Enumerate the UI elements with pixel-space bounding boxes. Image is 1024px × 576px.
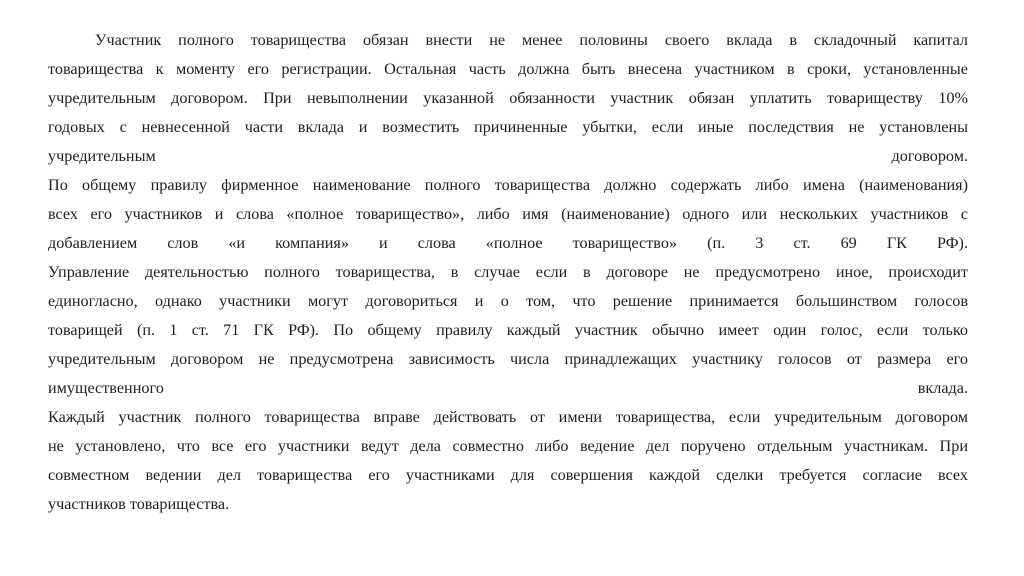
text-line-4: годовых с невнесенной части вклада и возместить причиненные убытки, если иные последствия не установлены	[48, 118, 968, 136]
text-line-1: Участник полного товарищества обязан внести не менее половины своего вклада в складочный капитал	[95, 31, 968, 49]
text-line-11: товарищей (п. 1 ст. 71 ГК РФ). По общему правилу каждый участник обычно имеет один голос, если только	[48, 321, 968, 339]
text-line-12: учредительным договором не предусмотрена зависимость числа принадлежащих участнику голосов от размера его	[48, 350, 968, 368]
text-line-3: учредительным договором. При невыполнении указанной обязанности участник обязан уплатить товариществу 10%	[48, 89, 968, 107]
text-line-8: добавлением слов «и компания» и слова «полное товарищество» (п. 3 ст. 69 ГК РФ).	[48, 234, 968, 252]
text-line-9: Управление деятельностью полного товарищества, в случае если в договоре не предусмотрено иное, происходит	[48, 263, 968, 281]
text-line-13: имущественного вклада.	[48, 379, 968, 397]
document-page	[48, 28, 968, 558]
text-line-15: не установлено, что все его участники ведут дела совместно либо ведение дел поручено отдельным участникам. При	[48, 437, 968, 455]
text-line-14: Каждый участник полного товарищества вправе действовать от имени товарищества, если учредительным договором	[48, 408, 968, 426]
text-line-6: По общему правилу фирменное наименование полного товарищества должно содержать либо имена (наименования)	[48, 176, 968, 194]
text-line-10: единогласно, однако участники могут договориться и о том, что решение принимается большинством голосов	[48, 292, 968, 310]
text-line-2: товарищества к моменту его регистрации. Остальная часть должна быть внесена участником в сроки, установленные	[48, 60, 968, 78]
text-line-17: участников товарищества.	[48, 495, 230, 513]
text-line-5: учредительным договором.	[48, 147, 968, 165]
text-line-7: всех его участников и слова «полное товарищество», либо имя (наименование) одного или нескольких участников с	[48, 205, 968, 223]
text-line-16: совместном ведении дел товарищества его участниками для совершения каждой сделки требуется согласие всех	[48, 466, 968, 484]
